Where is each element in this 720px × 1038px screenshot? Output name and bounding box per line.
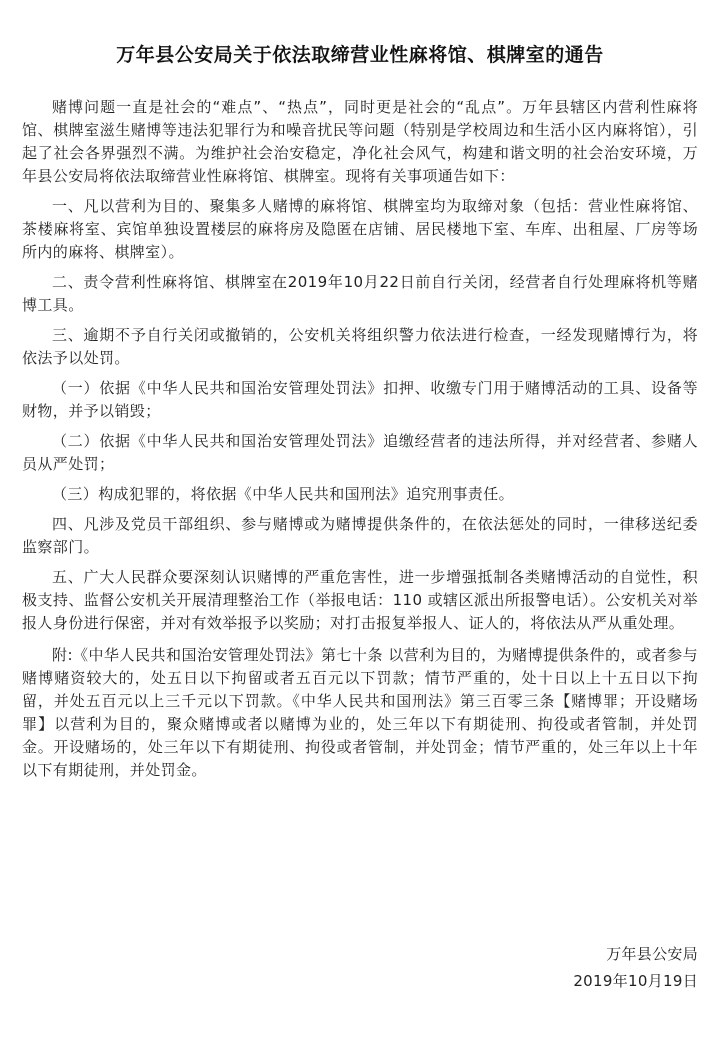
item-3-sub-2-paragraph: （二）依据《中华人民共和国治安管理处罚法》追缴经营者的违法所得，并对经营者、参赌人员从严处罚； [22,432,698,473]
signature-block [573,941,698,995]
item-1-paragraph: 一、凡以营利为目的、聚集多人赌博的麻将馆、棋牌室均为取缔对象（包括：营业性麻将馆、茶楼麻将室、宾馆单独设置楼层的麻将房及隐匿在店铺、居民楼地下室、车库、出租屋、厂房等场所内的麻将、棋牌室）。 [22,197,698,261]
item-2-paragraph: 二、责令营利性麻将馆、棋牌室在2019年10月22日前自行关闭，经营者自行处理麻将机等赌博工具。 [22,273,698,314]
item-3-paragraph: 三、逾期不予自行关闭或撤销的，公安机关将组织警力依法进行检查，一经发现赌博行为，将依法予以处罚。 [22,326,698,367]
item-3-sub-3-paragraph: （三）构成犯罪的，将依据《中华人民共和国刑法》追究刑事责任。 [52,485,515,503]
notice-title: 万年县公安局关于依法取缔营业性麻将馆、棋牌室的通告 [116,44,604,66]
notice-body [22,96,698,789]
item-5-paragraph: 五、广大人民群众要深刻认识赌博的严重危害性，进一步增强抵制各类赌博活动的自觉性，积极支持、监督公安机关开展清理整治工作（举报电话：110 或辖区派出所报警电话）。公安机关对举报人身份进行保密，并对有效举报予以奖励；对打击报复举报人、证人的，将依法从严从重处理。 [22,568,698,632]
intro-paragraph: 赌博问题一直是社会的“难点”、“热点”，同时更是社会的“乱点”。万年县辖区内营利性麻将馆、棋牌室滋生赌博等违法犯罪行为和噪音扰民等问题（特别是学校周边和生活小区内麻将馆），引起了社会各界强烈不满。为维护社会治安稳定，净化社会风气，构建和谐文明的社会治安环境，万年县公安局将依法取缔营业性麻将馆、棋牌室。现将有关事项通告如下： [22,98,698,185]
issuer-name: 万年县公安局 [606,945,698,963]
appendix-paragraph: 附:《中华人民共和国治安管理处罚法》第七十条 以营利为目的，为赌博提供条件的，或者参与赌博赌资较大的，处五日以下拘留或者五百元以下罚款；情节严重的，处十日以上十五日以下拘留，并处五百元以上三千元以下罚款。《中华人民共和国刑法》第三百零三条【赌博罪；开设赌场罪】以营利为目的，聚众赌博或者以赌博为业的，处三年以下有期徒刑、拘役或者管制，并处罚金。开设赌场的，处三年以下有期徒刑、拘役或者管制，并处罚金；情节严重的，处三年以上十年以下有期徒刑，并处罚金。 [22,646,698,779]
issue-date: 2019年10月19日 [573,972,698,990]
item-3-sub-1-paragraph: （一）依据《中华人民共和国治安管理处罚法》扣押、收缴专门用于赌博活动的工具、设备等财物，并予以销毁； [22,379,698,420]
item-4-paragraph: 四、凡涉及党员干部组织、参与赌博或为赌博提供条件的，在依法惩处的同时，一律移送纪委监察部门。 [22,515,698,556]
